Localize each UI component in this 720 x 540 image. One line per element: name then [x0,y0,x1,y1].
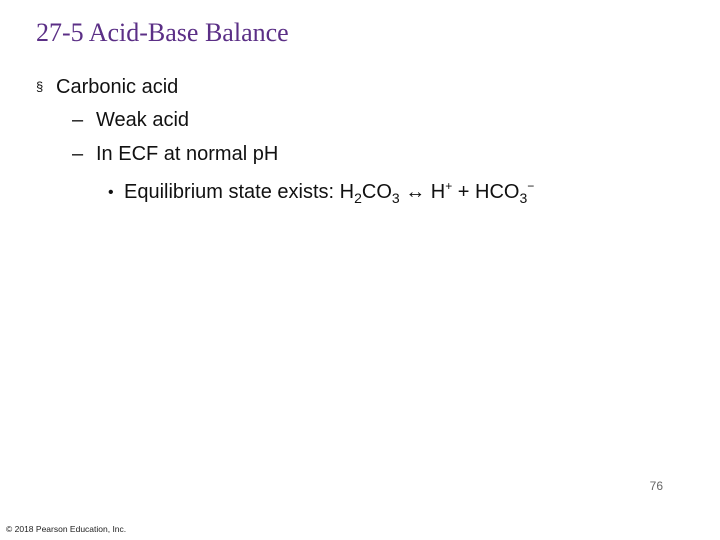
bullet-text: Carbonic acid [56,76,179,98]
dash-bullet-icon: – [72,109,84,131]
bullet-level2-ecf-ph [72,143,278,166]
square-bullet-icon: § [36,79,44,94]
copyright-footer: © 2018 Pearson Education, Inc. [6,524,127,534]
bullet-level2-weak-acid [72,109,189,132]
bullet-text: In ECF at normal pH [96,143,279,165]
bullet-level3-equilibrium [108,179,534,206]
bullet-level1-carbonic-acid [36,76,178,99]
bullet-text: Weak acid [96,109,190,131]
page-number: 76 [649,479,663,493]
dash-bullet-icon: – [72,143,84,165]
slide-title: 27-5 Acid-Base Balance [36,18,289,47]
equation-text: Equilibrium state exists: $H_2CO_3$ ↔ $H^+ + HCO_3^-$ [124,179,535,206]
dot-bullet-icon: • [108,184,114,201]
